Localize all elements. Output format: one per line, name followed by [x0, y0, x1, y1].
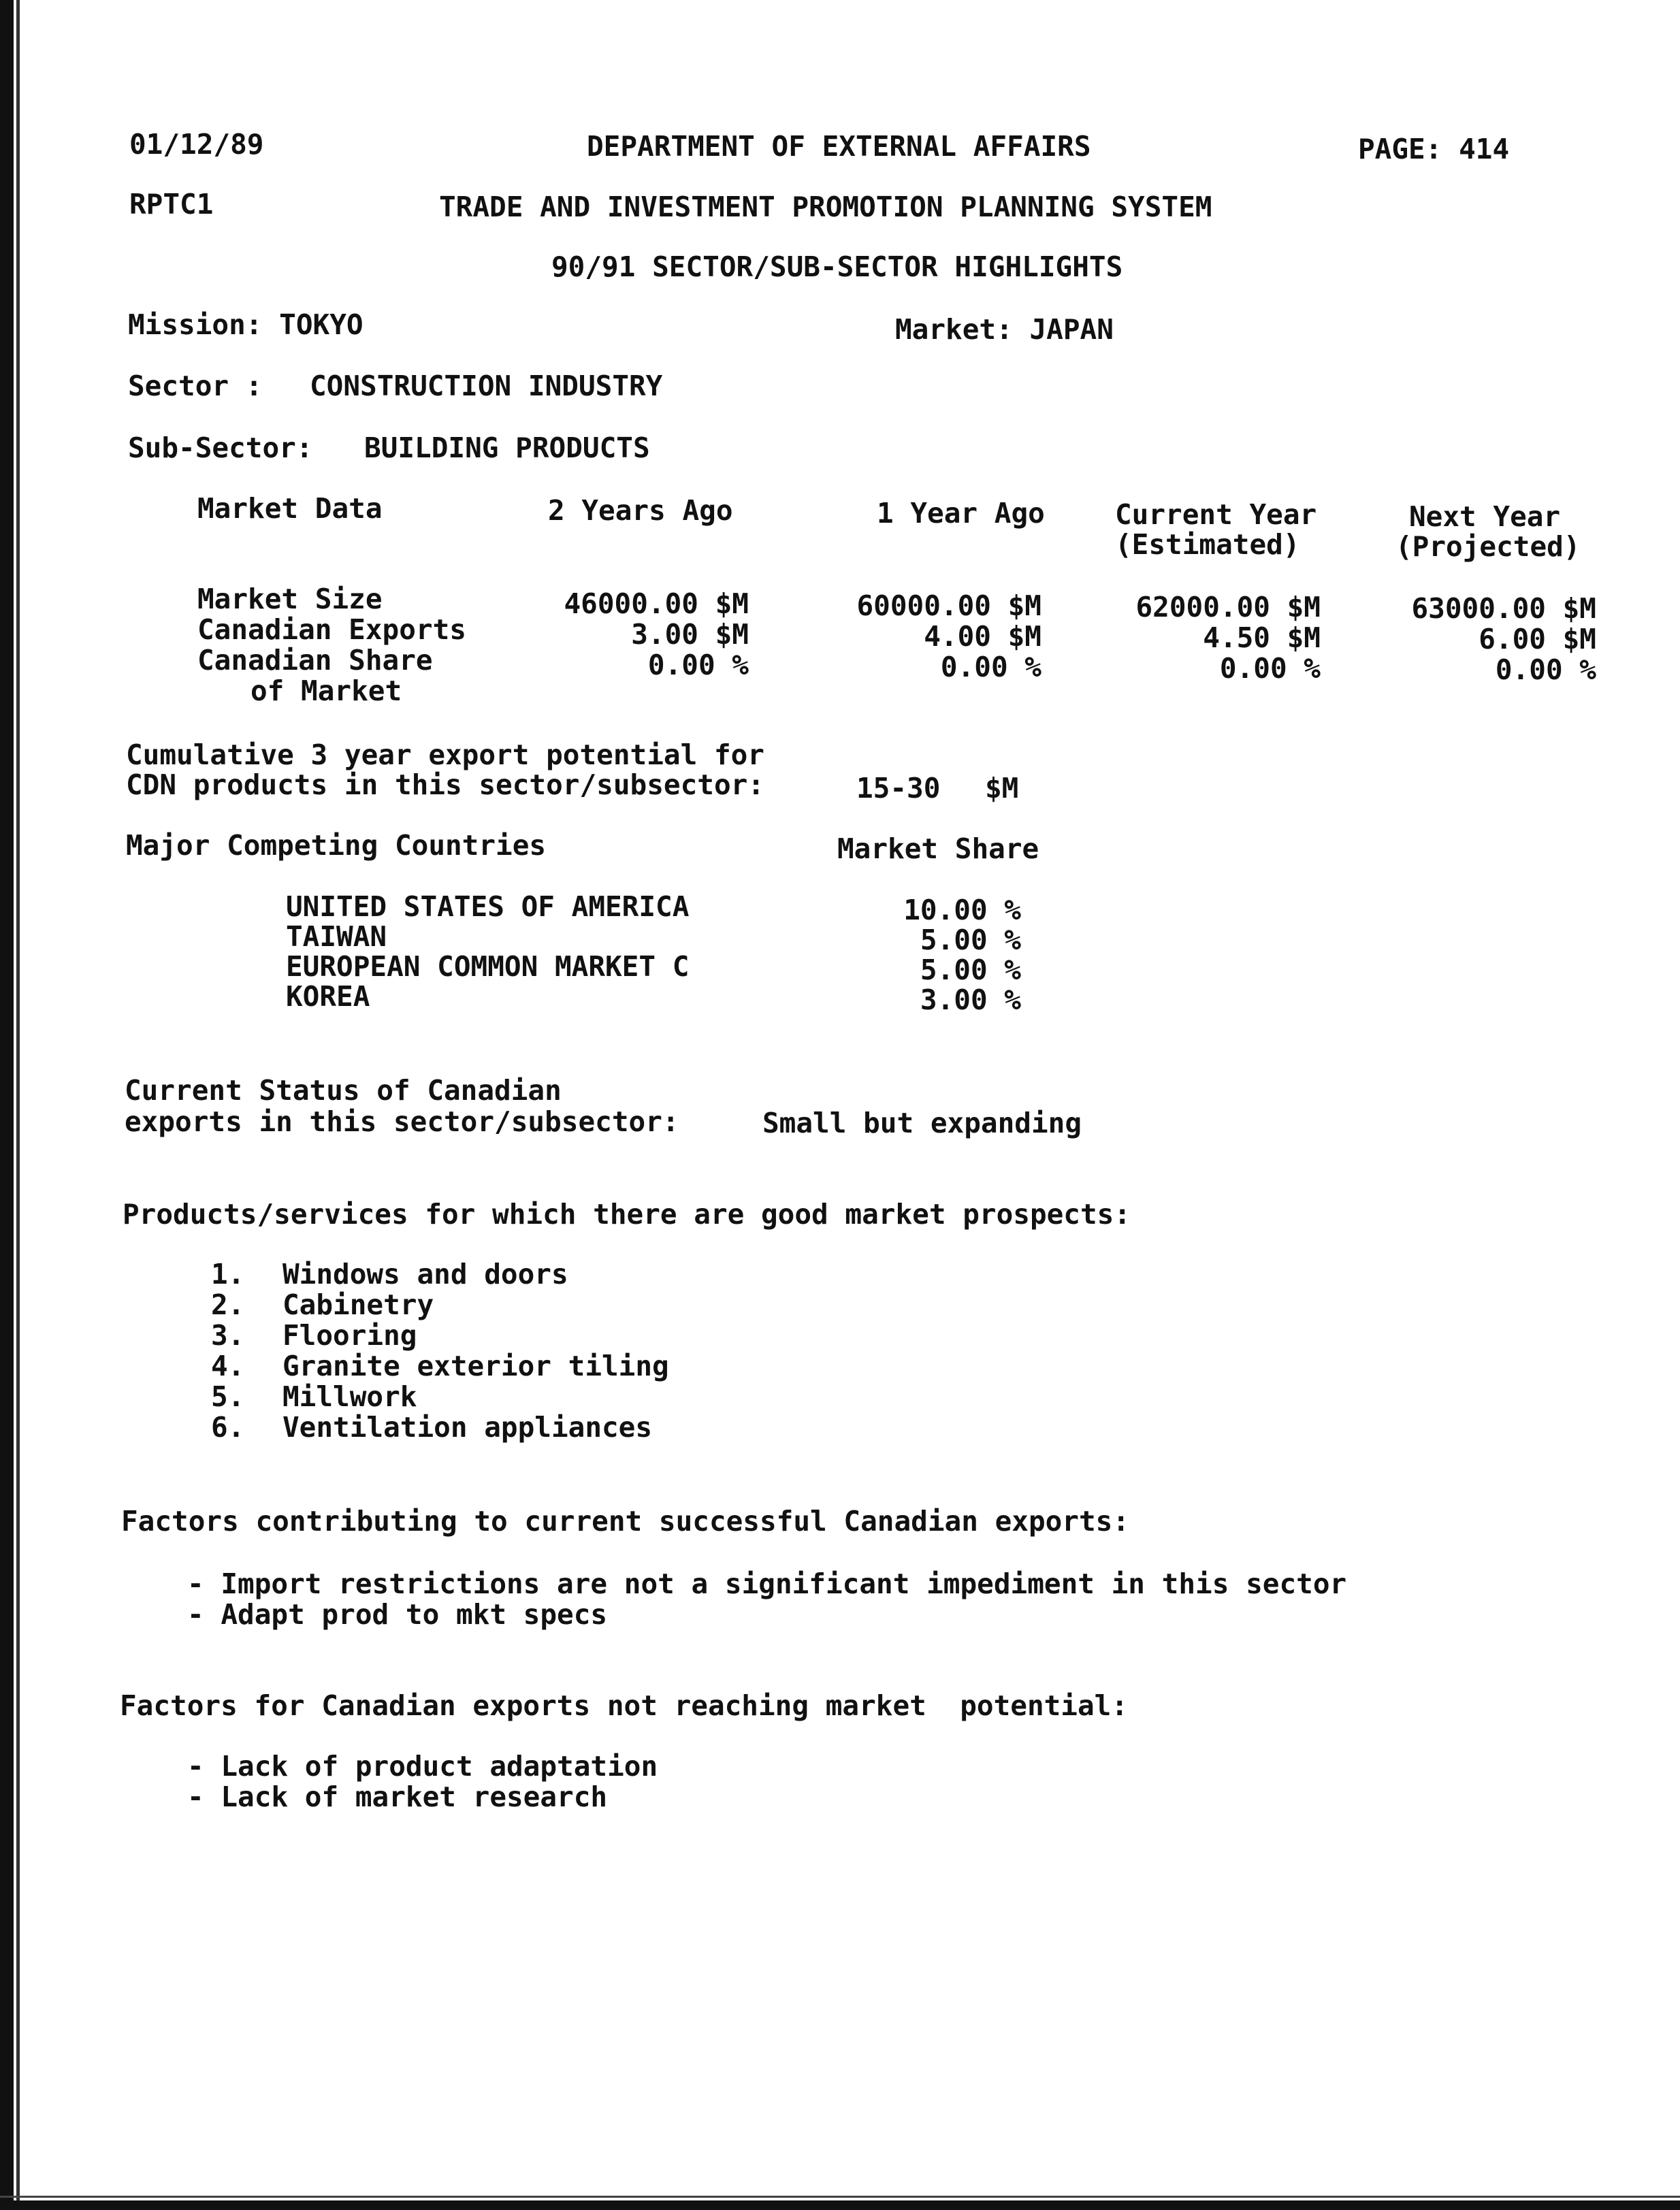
list-item: Ventilation appliances [282, 1411, 653, 1444]
competitor-country: UNITED STATES OF AMERICA [286, 890, 690, 923]
row-label-of-market: of Market [251, 675, 402, 707]
list-item: Windows and doors [282, 1258, 568, 1290]
report-id: RPTC1 [129, 188, 214, 221]
list-item-number: 6. [211, 1411, 245, 1444]
col-header-estimated: (Estimated) [1115, 528, 1300, 561]
list-item: Millwork [282, 1380, 417, 1413]
competitor-share: 5.00 % [920, 954, 1021, 986]
col-header-market-data: Market Data [197, 492, 383, 525]
cell-market-size-current: 62000.00 $M [1135, 591, 1321, 623]
cell-exports-current: 4.50 $M [1203, 621, 1321, 654]
col-header-current-year: Current Year [1115, 498, 1317, 531]
cell-market-size-2y: 46000.00 $M [564, 587, 749, 620]
potential-line-2: CDN products in this sector/subsector: [126, 768, 764, 801]
success-factor-item: - Import restrictions are not a significant impediment in this sector [187, 1567, 1347, 1600]
sector-value: CONSTRUCTION INDUSTRY [310, 370, 663, 402]
row-label-canadian-exports: Canadian Exports [197, 613, 466, 646]
success-factor-item: - Adapt prod to mkt specs [187, 1598, 608, 1631]
list-item: Granite exterior tiling [282, 1350, 669, 1382]
potential-line-1: Cumulative 3 year export potential for [126, 738, 764, 771]
barrier-factors-heading: Factors for Canadian exports not reaching market potential: [120, 1689, 1129, 1722]
cell-exports-next: 6.00 $M [1479, 623, 1596, 655]
status-line-2: exports in this sector/subsector: [125, 1105, 679, 1138]
list-item: Flooring [282, 1319, 417, 1352]
col-header-projected: (Projected) [1395, 530, 1581, 563]
status-line-1: Current Status of Canadian [125, 1074, 562, 1107]
scan-bottom-edge [0, 2200, 1680, 2210]
subsector-value: BUILDING PRODUCTS [364, 432, 650, 464]
list-item: Cabinetry [282, 1288, 434, 1321]
competitor-country: KOREA [286, 980, 370, 1013]
cell-market-size-next: 63000.00 $M [1411, 592, 1596, 625]
cell-share-1y: 0.00 % [940, 651, 1041, 683]
list-item-number: 3. [211, 1319, 245, 1352]
cell-exports-1y: 4.00 $M [924, 620, 1041, 653]
competitors-heading: Major Competing Countries [126, 829, 547, 862]
competitor-country: EUROPEAN COMMON MARKET C [286, 950, 690, 983]
col-header-next-year: Next Year [1409, 500, 1561, 533]
page-number: PAGE: 414 [1358, 133, 1510, 165]
col-header-2-years-ago: 2 Years Ago [548, 494, 733, 527]
market-share-heading: Market Share [837, 832, 1039, 865]
competitor-share: 5.00 % [920, 924, 1021, 956]
cell-share-next: 0.00 % [1495, 653, 1596, 686]
prospects-heading: Products/services for which there are good market prospects: [123, 1198, 1131, 1231]
potential-range: 15-30 [856, 772, 941, 805]
list-item-number: 4. [211, 1350, 245, 1382]
mission: Mission: TOKYO [128, 308, 364, 341]
status-value: Small but expanding [762, 1107, 1082, 1139]
scan-left-edge [0, 0, 14, 2210]
barrier-factor-item: - Lack of product adaptation [187, 1750, 658, 1783]
col-header-1-year-ago: 1 Year Ago [877, 497, 1045, 530]
report-title: 90/91 SECTOR/SUB-SECTOR HIGHLIGHTS [551, 250, 1123, 283]
row-label-canadian-share: Canadian Share [197, 644, 433, 677]
barrier-factor-item: - Lack of market research [187, 1781, 608, 1813]
list-item-number: 5. [211, 1380, 245, 1413]
sector-label: Sector : [128, 370, 263, 402]
cell-market-size-1y: 60000.00 $M [856, 589, 1041, 622]
success-factors-heading: Factors contributing to current successful Canadian exports: [121, 1505, 1130, 1538]
market: Market: JAPAN [895, 313, 1114, 346]
competitor-country: TAIWAN [286, 920, 387, 953]
report-date: 01/12/89 [129, 128, 264, 161]
list-item-number: 1. [211, 1258, 245, 1290]
competitor-share: 10.00 % [903, 894, 1021, 926]
system-title: TRADE AND INVESTMENT PROMOTION PLANNING SYSTEM [439, 191, 1212, 223]
potential-unit: $M [985, 772, 1019, 805]
cell-share-current: 0.00 % [1219, 652, 1321, 685]
row-label-market-size: Market Size [197, 583, 383, 615]
scan-bottom-edge-line [0, 2196, 1680, 2198]
list-item-number: 2. [211, 1288, 245, 1321]
cell-share-2y: 0.00 % [647, 649, 749, 681]
competitor-share: 3.00 % [920, 984, 1021, 1016]
cell-exports-2y: 3.00 $M [631, 618, 749, 651]
scan-left-edge-line [16, 0, 20, 2210]
department-name: DEPARTMENT OF EXTERNAL AFFAIRS [587, 130, 1091, 163]
subsector-label: Sub-Sector: [128, 432, 313, 464]
